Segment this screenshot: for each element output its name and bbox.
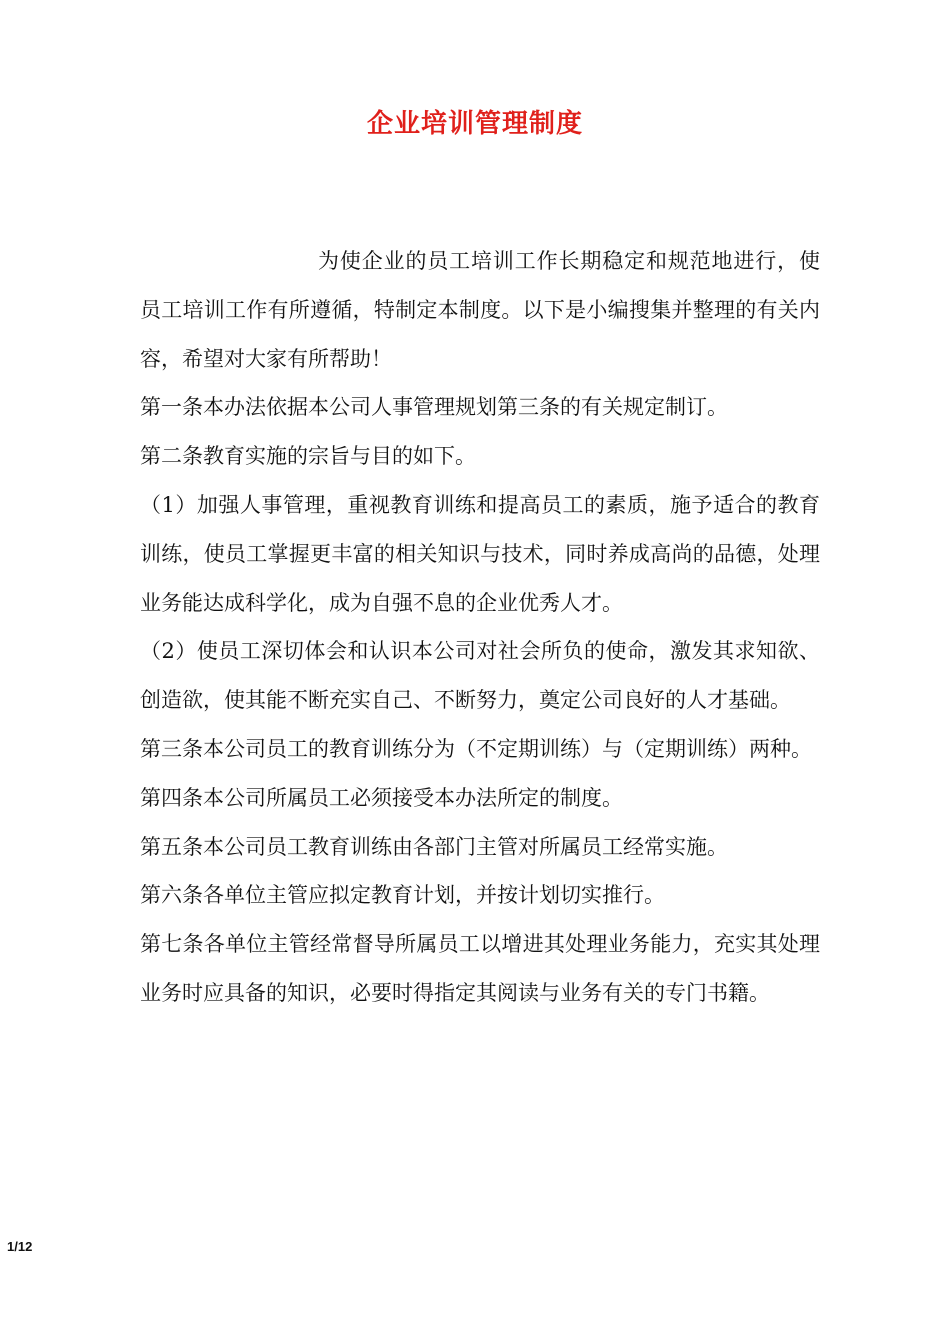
- document-title: 企业培训管理制度: [366, 109, 583, 139]
- page-number: 1/12: [7, 1239, 33, 1254]
- intro-paragraph: 为使企业的员工培训工作长期稳定和规范地进行，使员工培训工作有所遵循，特制定本制度。以下是小编搜集并整理的有关内容，希望对大家有所帮助！: [140, 249, 820, 371]
- article-6-paragraph: 第六条各单位主管应拟定教育计划，并按计划切实推行。: [140, 883, 665, 908]
- article-1-paragraph: 第一条本办法依据本公司人事管理规划第三条的有关规定制订。: [140, 395, 728, 420]
- article-2-item-1-paragraph: （1）加强人事管理，重视教育训练和提高员工的素质，施予适合的教育训练，使员工掌握更丰富的相关知识与技术，同时养成高尚的品德，处理业务能达成科学化，成为自强不息的企业优秀人才。: [140, 492, 820, 615]
- article-3-paragraph: 第三条本公司员工的教育训练分为（不定期训练）与（定期训练）两种。: [140, 736, 812, 761]
- article-4-paragraph: 第四条本公司所属员工必须接受本办法所定的制度。: [140, 785, 623, 810]
- article-7-paragraph: 第七条各单位主管经常督导所属员工以增进其处理业务能力，充实其处理业务时应具备的知识，必要时得指定其阅读与业务有关的专门书籍。: [140, 932, 820, 1005]
- article-2-paragraph: 第二条教育实施的宗旨与目的如下。: [140, 444, 476, 469]
- article-2-item-2-paragraph: （2）使员工深切体会和认识本公司对社会所负的使命，激发其求知欲、创造欲，使其能不断充实自己、不断努力，奠定公司良好的人才基础。: [140, 639, 820, 713]
- document-body: [140, 237, 820, 1018]
- article-5-paragraph: 第五条本公司员工教育训练由各部门主管对所属员工经常实施。: [140, 834, 728, 859]
